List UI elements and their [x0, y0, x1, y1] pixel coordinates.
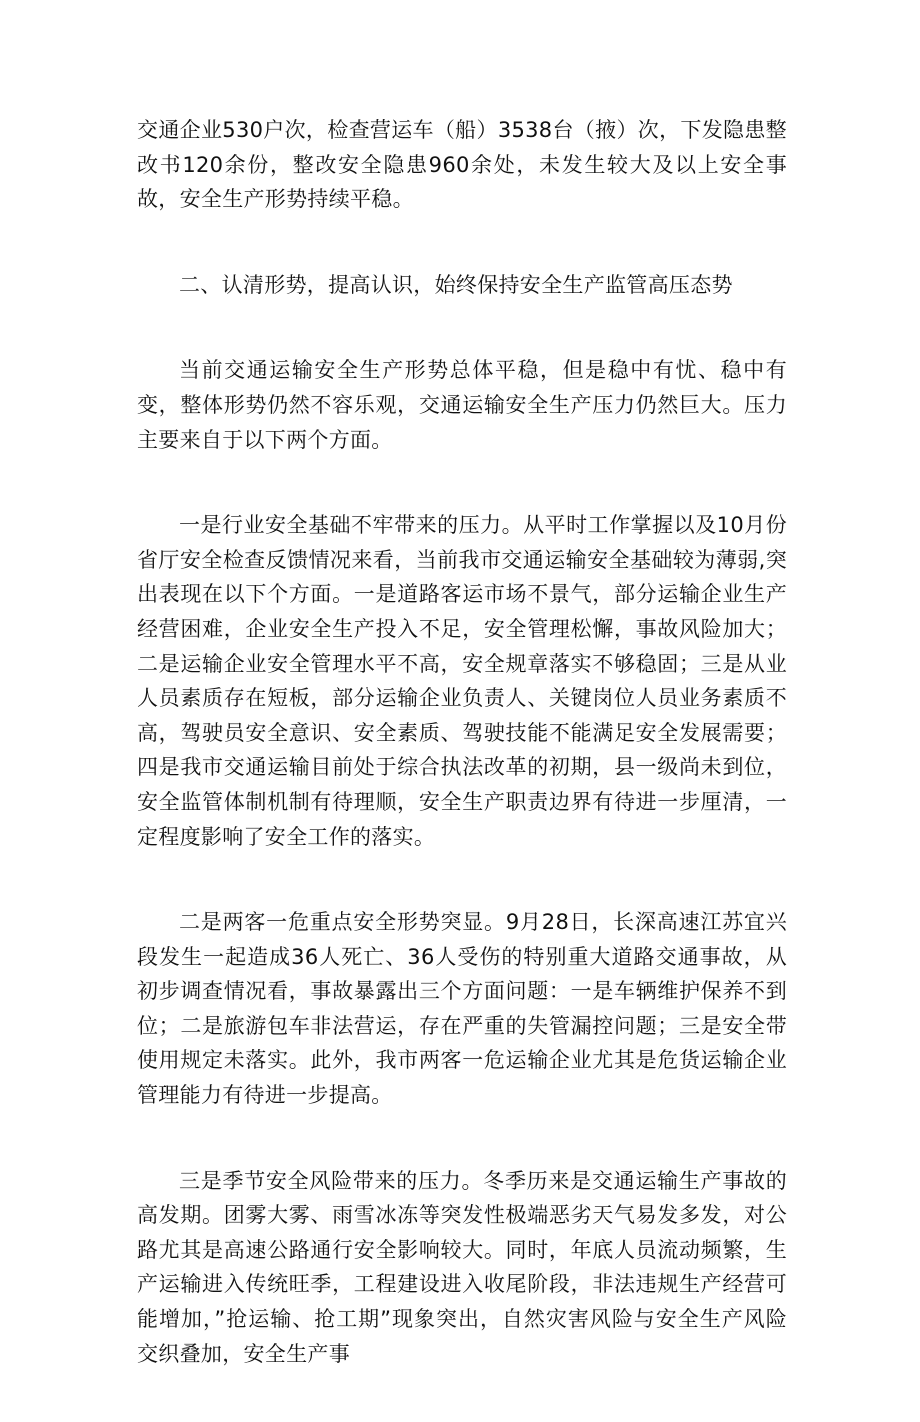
section-heading: 二、认清形势，提高认识，始终保持安全生产监管高压态势	[179, 272, 733, 297]
paragraph-situation-overview: 当前交通运输安全生产形势总体平稳，但是稳中有忧、稳中有变，整体形势仍然不容乐观，交通运输安全生产压力仍然巨大。压力主要来自于以下两个方面。	[137, 358, 787, 452]
document-body	[137, 113, 787, 1422]
paragraph-pressure-foundation: 一是行业安全基础不牢带来的压力。从平时工作掌握以及10月份省厅安全检查反馈情况来看，当前我市交通运输安全基础较为薄弱,突出表现在以下个方面。一是道路客运市场不景气，部分运输企业生产经营困难，企业安全生产投入不足，安全管理松懈，事故风险加大；二是运输企业安全管理水平不高，安全规章落实不够稳固；三是从业人员素质存在短板，部分运输企业负责人、关键岗位人员业务素质不高，驾驶员安全意识、安全素质、驾驶技能不能满足安全发展需要；四是我市交通运输目前处于综合执法改革的初期，县一级尚未到位，安全监管体制机制有待理顺，安全生产职责边界有待进一步厘清，一定程度影响了安全工作的落实。	[137, 513, 787, 849]
paragraph-pressure-seasonal: 三是季节安全风险带来的压力。冬季历来是交通运输生产事故的高发期。团雾大雾、雨雪冰冻等突发性极端恶劣天气易发多发，对公路尤其是高速公路通行安全影响较大。同时，年底人员流动频繁，生产运输进入传统旺季，工程建设进入收尾阶段，非法违规生产经营可能增加，”抢运输、抢工期”现象突出，自然灾害风险与安全生产风险交织叠加，安全生产事	[137, 1168, 787, 1366]
paragraph-summary-continuation: 交通企业530户次，检查营运车（船）3538台（掖）次，下发隐患整改书120余份，整改安全隐患960余处，未发生较大及以上安全事故，安全生产形势持续平稳。	[137, 118, 787, 212]
paragraph-pressure-key-transport: 二是两客一危重点安全形势突显。9月28日，长深高速江苏宜兴段发生一起造成36人死亡、36人受伤的特别重大道路交通事故，从初步调查情况看，事故暴露出三个方面问题：一是车辆维护保养不到位；二是旅游包车非法营运，存在严重的失管漏控问题；三是安全带使用规定未落实。此外，我市两客一危运输企业尤其是危货运输企业管理能力有待进一步提高。	[137, 910, 787, 1108]
